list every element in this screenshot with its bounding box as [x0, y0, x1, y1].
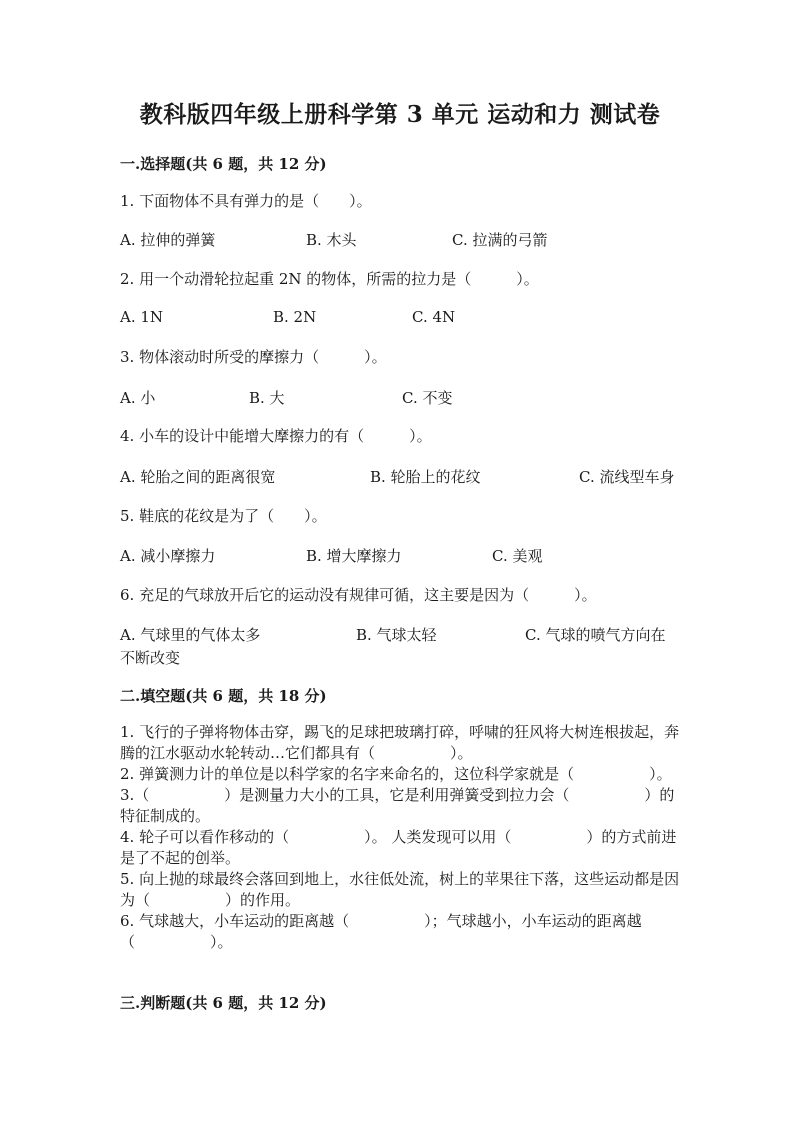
- q1-option-c: C. 拉满的弓箭: [452, 231, 548, 249]
- q6-option-b: B. 气球太轻: [356, 626, 437, 644]
- q6-option-a: A. 气球里的气体太多: [120, 626, 261, 644]
- fill-in-list: [120, 722, 680, 953]
- question-3: 3. 物体滚动时所受的摩擦力（ ）。: [120, 348, 387, 366]
- q2-option-b: B. 2N: [273, 308, 317, 326]
- q2-option-a: A. 1N: [120, 308, 164, 326]
- q5-option-b: B. 增大摩擦力: [306, 547, 402, 565]
- question-4: 4. 小车的设计中能增大摩擦力的有（ ）。: [120, 427, 432, 445]
- q4-option-b: B. 轮胎上的花纹: [370, 468, 481, 486]
- q3-option-a: A. 小: [120, 389, 156, 407]
- q4-option-a: A. 轮胎之间的距离很宽: [120, 468, 276, 486]
- fill-item-3: 3.（ ）是测量力大小的工具，它是利用弹簧受到拉力会（ ）的特征制成的。: [120, 786, 675, 825]
- q5-option-a: A. 减小摩擦力: [120, 547, 216, 565]
- section-heading-fill: 二.填空题(共 6 题，共 18 分): [120, 687, 327, 705]
- page-title: 教科版四年级上册科学第 3 单元 运动和力 测试卷: [139, 101, 661, 128]
- question-1: 1. 下面物体不具有弹力的是（ ）。: [120, 192, 372, 210]
- question-5: 5. 鞋底的花纹是为了（ ）。: [120, 507, 327, 525]
- q2-option-c: C. 4N: [412, 308, 456, 326]
- q6-option-c-continued: 不断改变: [120, 649, 181, 667]
- fill-item-4: 4. 轮子可以看作移动的（ ）。 人类发现可以用（ ）的方式前进是了不起的创举。: [120, 828, 677, 867]
- q5-option-c: C. 美观: [492, 547, 543, 565]
- q3-option-c: C. 不变: [402, 389, 453, 407]
- q1-option-b: B. 木头: [306, 231, 357, 249]
- question-2: 2. 用一个动滑轮拉起重 2N 的物体，所需的拉力是（ ）。: [120, 270, 539, 288]
- section-heading-choice: 一.选择题(共 6 题，共 12 分): [120, 155, 327, 173]
- fill-item-1: 1. 飞行的子弹将物体击穿，踢飞的足球把玻璃打碎，呼啸的狂风将大树连根拔起，奔腾的江水驱动水轮转动…它们都具有（ ）。: [120, 723, 680, 762]
- q1-option-a: A. 拉伸的弹簧: [120, 231, 216, 249]
- fill-item-2: 2. 弹簧测力计的单位是以科学家的名字来命名的，这位科学家就是（ ）。: [120, 765, 672, 783]
- question-6: 6. 充足的气球放开后它的运动没有规律可循，这主要是因为（ ）。: [120, 586, 597, 604]
- fill-item-6: 6. 气球越大，小车运动的距离越（ ）；气球越小，小车运动的距离越（ ）。: [120, 912, 642, 951]
- fill-item-5: 5. 向上抛的球最终会落回到地上，水往低处流，树上的苹果往下落，这些运动都是因为（ ）的作用。: [120, 870, 680, 909]
- q4-option-c: C. 流线型车身: [579, 468, 675, 486]
- q3-option-b: B. 大: [249, 389, 285, 407]
- section-heading-judge: 三.判断题(共 6 题，共 12 分): [120, 994, 327, 1012]
- q6-option-c: C. 气球的喷气方向在: [525, 626, 666, 644]
